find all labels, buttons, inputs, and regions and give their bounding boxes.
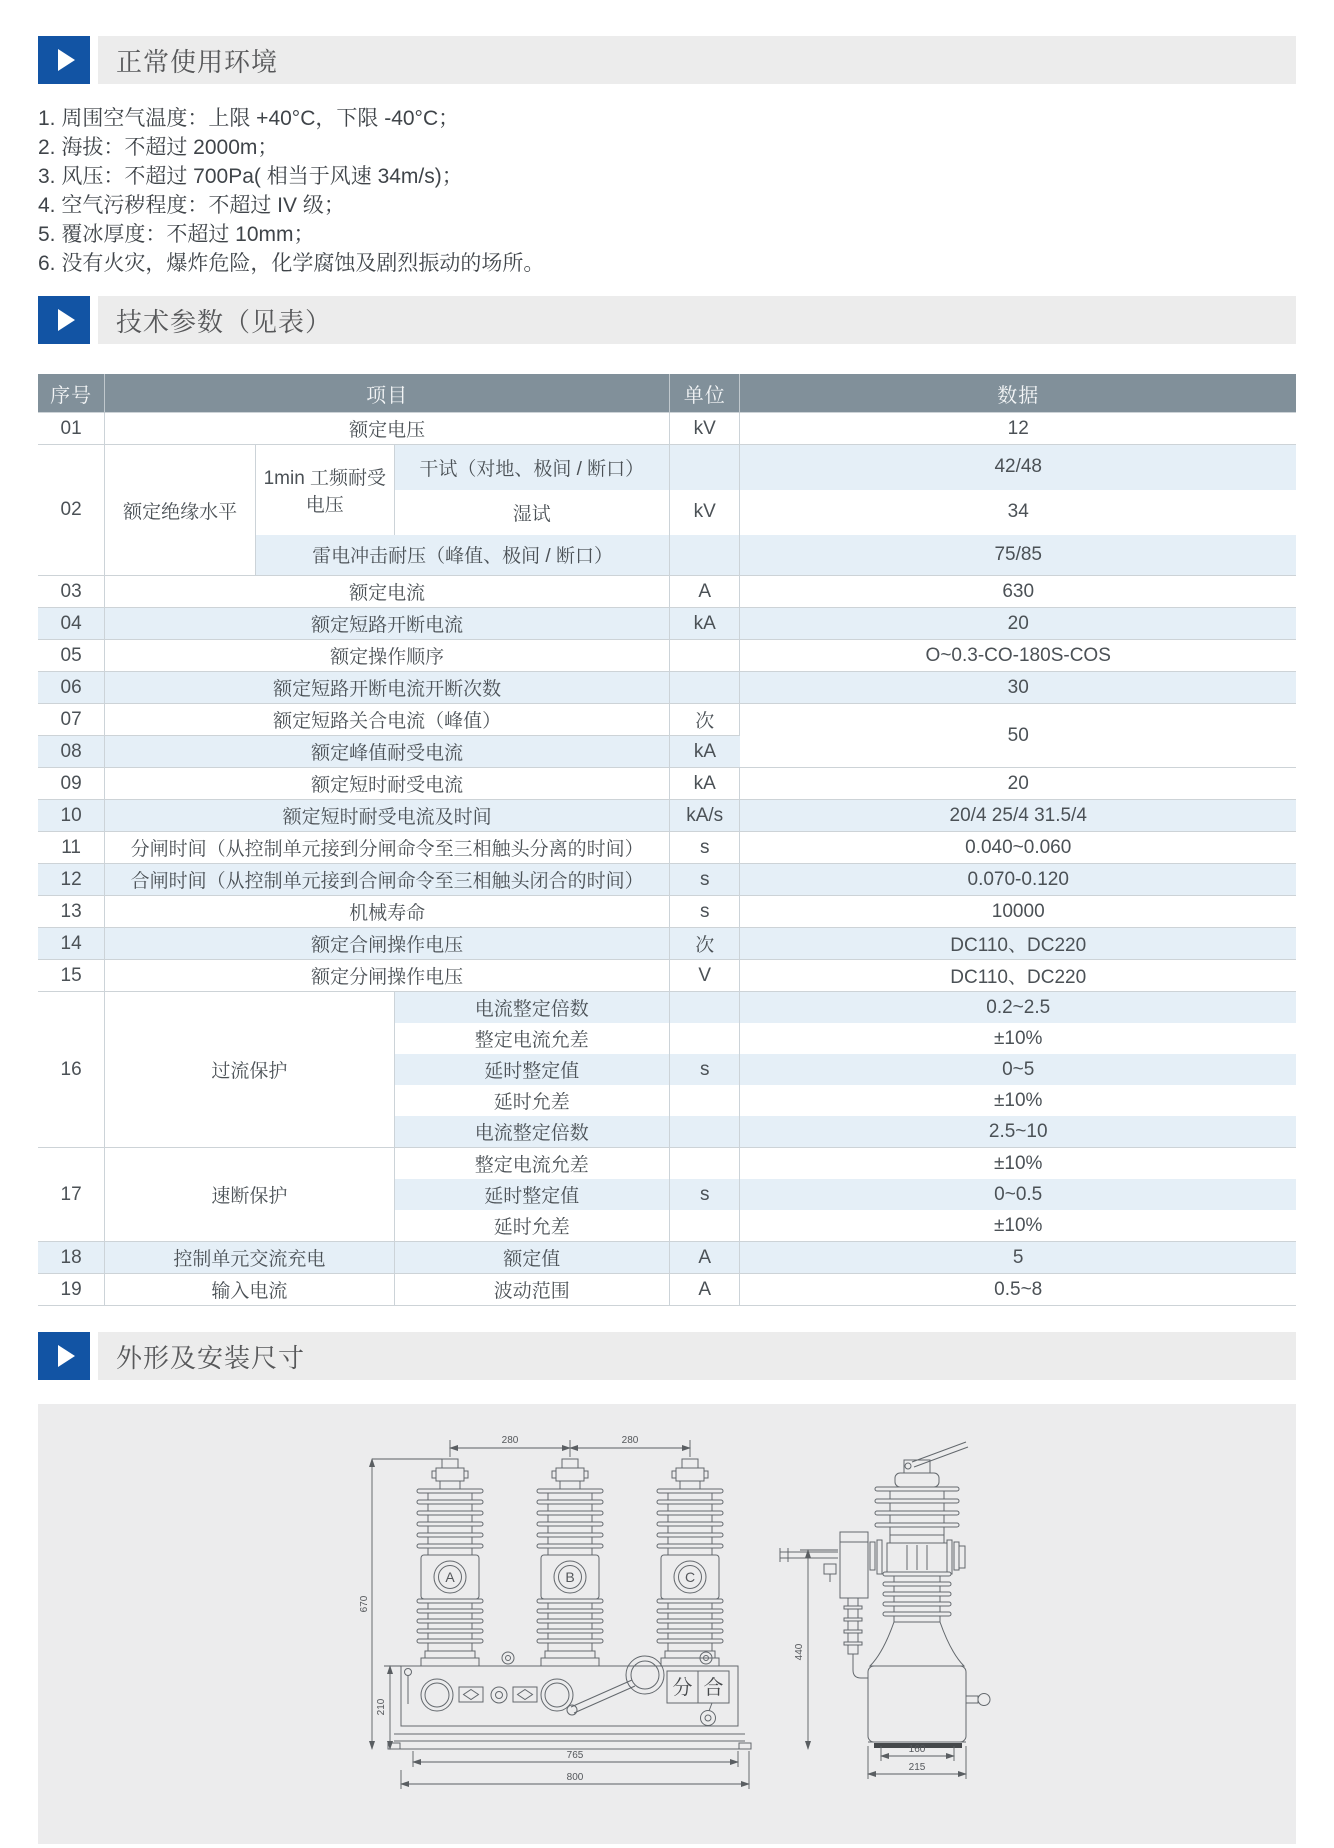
env-list bbox=[38, 104, 1296, 278]
table-cell: 额定电流 bbox=[105, 576, 670, 608]
section-title-bar bbox=[98, 296, 1296, 344]
table-cell: 速断保护 bbox=[105, 1148, 394, 1242]
table-cell bbox=[670, 1210, 740, 1242]
table-cell: 次 bbox=[670, 704, 740, 736]
table-cell: 湿试 bbox=[394, 490, 670, 535]
table-cell: 18 bbox=[38, 1242, 105, 1274]
column-header-data: 数据 bbox=[740, 374, 1296, 413]
table-cell: 额定分闸操作电压 bbox=[105, 960, 670, 992]
table-cell: 06 bbox=[38, 672, 105, 704]
table-cell: 控制单元交流充电 bbox=[105, 1242, 394, 1274]
table-cell: 20/4 25/4 31.5/4 bbox=[740, 800, 1296, 832]
table-cell: 05 bbox=[38, 640, 105, 672]
table-cell bbox=[670, 535, 740, 576]
table-row bbox=[38, 672, 1296, 704]
dim-side-base-width: 160 bbox=[908, 1744, 926, 1755]
table-row bbox=[38, 928, 1296, 960]
table-cell: 17 bbox=[38, 1148, 105, 1242]
table-cell bbox=[670, 1116, 740, 1148]
page-section-title: 外形及安装尺寸 bbox=[116, 1342, 306, 1373]
outline-drawing bbox=[38, 1404, 1296, 1844]
section-title-bar bbox=[98, 36, 1296, 84]
table-row bbox=[38, 832, 1296, 864]
table-cell: 0.5~8 bbox=[740, 1274, 1296, 1306]
table-cell: 15 bbox=[38, 960, 105, 992]
side-pole bbox=[870, 1442, 968, 1666]
table-row bbox=[38, 800, 1296, 832]
table-cell bbox=[670, 672, 740, 704]
table-cell: 合闸时间（从控制单元接到合闸命令至三相触头闭合的时间） bbox=[105, 864, 670, 896]
table-row bbox=[38, 1274, 1296, 1306]
table-cell: kV bbox=[670, 413, 740, 445]
table-cell: A bbox=[670, 1242, 740, 1274]
table-row bbox=[38, 1148, 1296, 1180]
table-cell: 次 bbox=[670, 928, 740, 960]
indicator-close-label: 合 bbox=[703, 1677, 724, 1699]
table-cell: 10000 bbox=[740, 896, 1296, 928]
table-cell: s bbox=[670, 896, 740, 928]
side-view bbox=[780, 1442, 990, 1779]
list-item: 3. 风压：不超过 700Pa( 相当于风速 34m/s)； bbox=[38, 165, 463, 188]
table-cell: 波动范围 bbox=[394, 1274, 670, 1306]
table-cell: 42/48 bbox=[740, 445, 1296, 490]
play-triangle-icon bbox=[58, 1345, 75, 1367]
table-cell: 整定电流允差 bbox=[394, 1023, 670, 1054]
dim-base-height: 210 bbox=[376, 1698, 387, 1716]
table-cell: ±10% bbox=[993, 1027, 1043, 1049]
table-cell: 13 bbox=[38, 896, 105, 928]
table-cell: 50 bbox=[740, 704, 1296, 768]
table-cell: 20 bbox=[740, 608, 1296, 640]
list-item: 2. 海拔：不超过 2000m； bbox=[38, 136, 279, 159]
table-row bbox=[38, 896, 1296, 928]
table-cell: kA bbox=[670, 768, 740, 800]
table-cell: 30 bbox=[740, 672, 1296, 704]
table-cell: s bbox=[670, 1179, 740, 1210]
table-cell: 额定值 bbox=[394, 1242, 670, 1274]
table-cell: A bbox=[670, 576, 740, 608]
table-cell: 11 bbox=[38, 832, 105, 864]
table-cell: 630 bbox=[740, 576, 1296, 608]
table-cell: 额定合闸操作电压 bbox=[105, 928, 670, 960]
table-cell: 额定短路开断电流 bbox=[105, 608, 670, 640]
table-cell: 07 bbox=[38, 704, 105, 736]
table-cell: 09 bbox=[38, 768, 105, 800]
column-header-item: 项目 bbox=[105, 374, 670, 413]
table-cell: 额定电压 bbox=[105, 413, 670, 445]
table-cell: 03 bbox=[38, 576, 105, 608]
table-cell: 02 bbox=[38, 445, 105, 576]
front-view bbox=[359, 1435, 751, 1789]
table-cell: s bbox=[670, 1054, 740, 1085]
table-cell bbox=[670, 1085, 740, 1116]
table-row bbox=[38, 576, 1296, 608]
table-row bbox=[38, 608, 1296, 640]
table-cell: ±10% bbox=[993, 1089, 1043, 1111]
table-cell: 过流保护 bbox=[105, 992, 394, 1148]
page-section-title: 技术参数（见表） bbox=[116, 306, 333, 337]
table-cell: 额定短时耐受电流 bbox=[105, 768, 670, 800]
table-row bbox=[38, 992, 1296, 1024]
table-cell: 75/85 bbox=[994, 543, 1042, 565]
table-cell: 16 bbox=[38, 992, 105, 1148]
dim-pitch-left: 280 bbox=[501, 1435, 519, 1446]
table-cell: 延时允差 bbox=[394, 1210, 670, 1242]
table-row bbox=[38, 768, 1296, 800]
dim-side-height: 440 bbox=[794, 1643, 805, 1661]
table-cell: 2.5~10 bbox=[988, 1120, 1048, 1142]
section-arrow-icon bbox=[38, 1332, 90, 1380]
dim-pitch-right: 280 bbox=[621, 1435, 639, 1446]
table-cell: 20 bbox=[740, 768, 1296, 800]
pole-label-b: B bbox=[565, 1569, 575, 1585]
list-item: 4. 空气污秽程度：不超过 IV 级； bbox=[38, 194, 345, 217]
side-box bbox=[868, 1666, 990, 1748]
indicator-open-label: 分 bbox=[672, 1677, 693, 1699]
table-cell: 12 bbox=[740, 413, 1296, 445]
column-header-no: 序号 bbox=[38, 374, 105, 413]
table-cell: 12 bbox=[38, 864, 105, 896]
section-header-dims bbox=[38, 1332, 1296, 1380]
table-cell bbox=[670, 992, 740, 1024]
open-close-indicator bbox=[667, 1671, 729, 1726]
table-cell: 0.2~2.5 bbox=[740, 992, 1296, 1024]
dim-height: 670 bbox=[359, 1595, 370, 1613]
list-item: 1. 周围空气温度：上限 +40°C，下限 -40°C； bbox=[38, 107, 460, 130]
table-cell: DC110、DC220 bbox=[740, 960, 1296, 992]
table-cell: 雷电冲击耐压（峰值、极间 / 断口） bbox=[256, 535, 670, 576]
table-cell: DC110、DC220 bbox=[740, 928, 1296, 960]
section-title-bar bbox=[98, 1332, 1296, 1380]
table-cell: 0~5 bbox=[1002, 1058, 1035, 1080]
table-cell: 04 bbox=[38, 608, 105, 640]
table-cell: 10 bbox=[38, 800, 105, 832]
table-row bbox=[38, 704, 1296, 736]
table-cell: 额定短路开断电流开断次数 bbox=[105, 672, 670, 704]
table-cell bbox=[670, 640, 740, 672]
section-header-params bbox=[38, 296, 1296, 344]
table-cell: s bbox=[670, 832, 740, 864]
table-row bbox=[38, 445, 1296, 490]
table-cell: kA bbox=[670, 736, 740, 768]
table-cell: 19 bbox=[38, 1274, 105, 1306]
table-cell: 延时允差 bbox=[394, 1085, 670, 1116]
parameters-table bbox=[38, 374, 1296, 1306]
dim-side-total-width: 215 bbox=[908, 1762, 926, 1773]
table-cell: 电流整定倍数 bbox=[394, 992, 670, 1024]
table-cell: 输入电流 bbox=[105, 1274, 394, 1306]
table-cell bbox=[670, 1023, 740, 1054]
play-triangle-icon bbox=[58, 309, 75, 331]
base-frame bbox=[388, 1666, 751, 1749]
table-cell: 5 bbox=[740, 1242, 1296, 1274]
pole-label-c: C bbox=[684, 1569, 696, 1585]
section-arrow-icon bbox=[38, 36, 90, 84]
play-triangle-icon bbox=[58, 49, 75, 71]
pole-label-a: A bbox=[445, 1569, 455, 1585]
table-cell: s bbox=[670, 864, 740, 896]
table-row bbox=[38, 413, 1296, 445]
list-item: 6. 没有火灾，爆炸危险，化学腐蚀及剧烈振动的场所。 bbox=[38, 252, 545, 275]
table-row bbox=[38, 1242, 1296, 1274]
table-cell: 0.070-0.120 bbox=[740, 864, 1296, 896]
table-cell: ±10% bbox=[740, 1148, 1296, 1180]
table-cell: 14 bbox=[38, 928, 105, 960]
dim-mount-width: 765 bbox=[566, 1750, 584, 1761]
table-cell: kV bbox=[670, 490, 740, 535]
table-cell: 分闸时间（从控制单元接到分闸命令至三相触头分离的时间） bbox=[105, 832, 670, 864]
table-cell: 电流整定倍数 bbox=[394, 1116, 670, 1148]
page-section-title: 正常使用环境 bbox=[116, 46, 279, 77]
section-header-env bbox=[38, 36, 1296, 84]
dimension-drawing-panel bbox=[38, 1404, 1296, 1844]
table-cell: 0~0.5 bbox=[994, 1183, 1043, 1205]
column-header-unit: 单位 bbox=[670, 374, 740, 413]
table-header-row bbox=[38, 374, 1296, 413]
list-item: 5. 覆冰厚度：不超过 10mm； bbox=[38, 223, 315, 246]
table-cell: 干试（对地、极间 / 断口） bbox=[394, 445, 670, 490]
table-cell bbox=[670, 445, 740, 490]
table-row bbox=[38, 640, 1296, 672]
table-cell: 1min 工频耐受电压 bbox=[256, 445, 394, 535]
table-cell bbox=[670, 1148, 740, 1180]
table-cell: 额定峰值耐受电流 bbox=[105, 736, 670, 768]
table-cell: 延时整定值 bbox=[394, 1179, 670, 1210]
section-arrow-icon bbox=[38, 296, 90, 344]
table-cell: kA bbox=[670, 608, 740, 640]
table-cell: 额定短时耐受电流及时间 bbox=[105, 800, 670, 832]
table-cell: 额定操作顺序 bbox=[105, 640, 670, 672]
table-cell: 08 bbox=[38, 736, 105, 768]
table-row bbox=[38, 864, 1296, 896]
table-cell: A bbox=[670, 1274, 740, 1306]
table-cell: 01 bbox=[38, 413, 105, 445]
table-cell: O~0.3-CO-180S-COS bbox=[740, 640, 1296, 672]
table-cell: V bbox=[670, 960, 740, 992]
table-cell: 额定绝缘水平 bbox=[105, 445, 256, 576]
table-row bbox=[38, 960, 1296, 992]
table-cell: 34 bbox=[1007, 501, 1029, 522]
table-cell: 0.040~0.060 bbox=[740, 832, 1296, 864]
table-cell: kA/s bbox=[670, 800, 740, 832]
table-cell: 机械寿命 bbox=[105, 896, 670, 928]
params-table-body bbox=[38, 413, 1296, 1306]
table-cell: 整定电流允差 bbox=[394, 1148, 670, 1180]
table-cell: 额定短路关合电流（峰值） bbox=[105, 704, 670, 736]
table-cell: ±10% bbox=[993, 1214, 1043, 1236]
dim-total-width: 800 bbox=[566, 1772, 584, 1783]
table-cell: 延时整定值 bbox=[394, 1054, 670, 1085]
